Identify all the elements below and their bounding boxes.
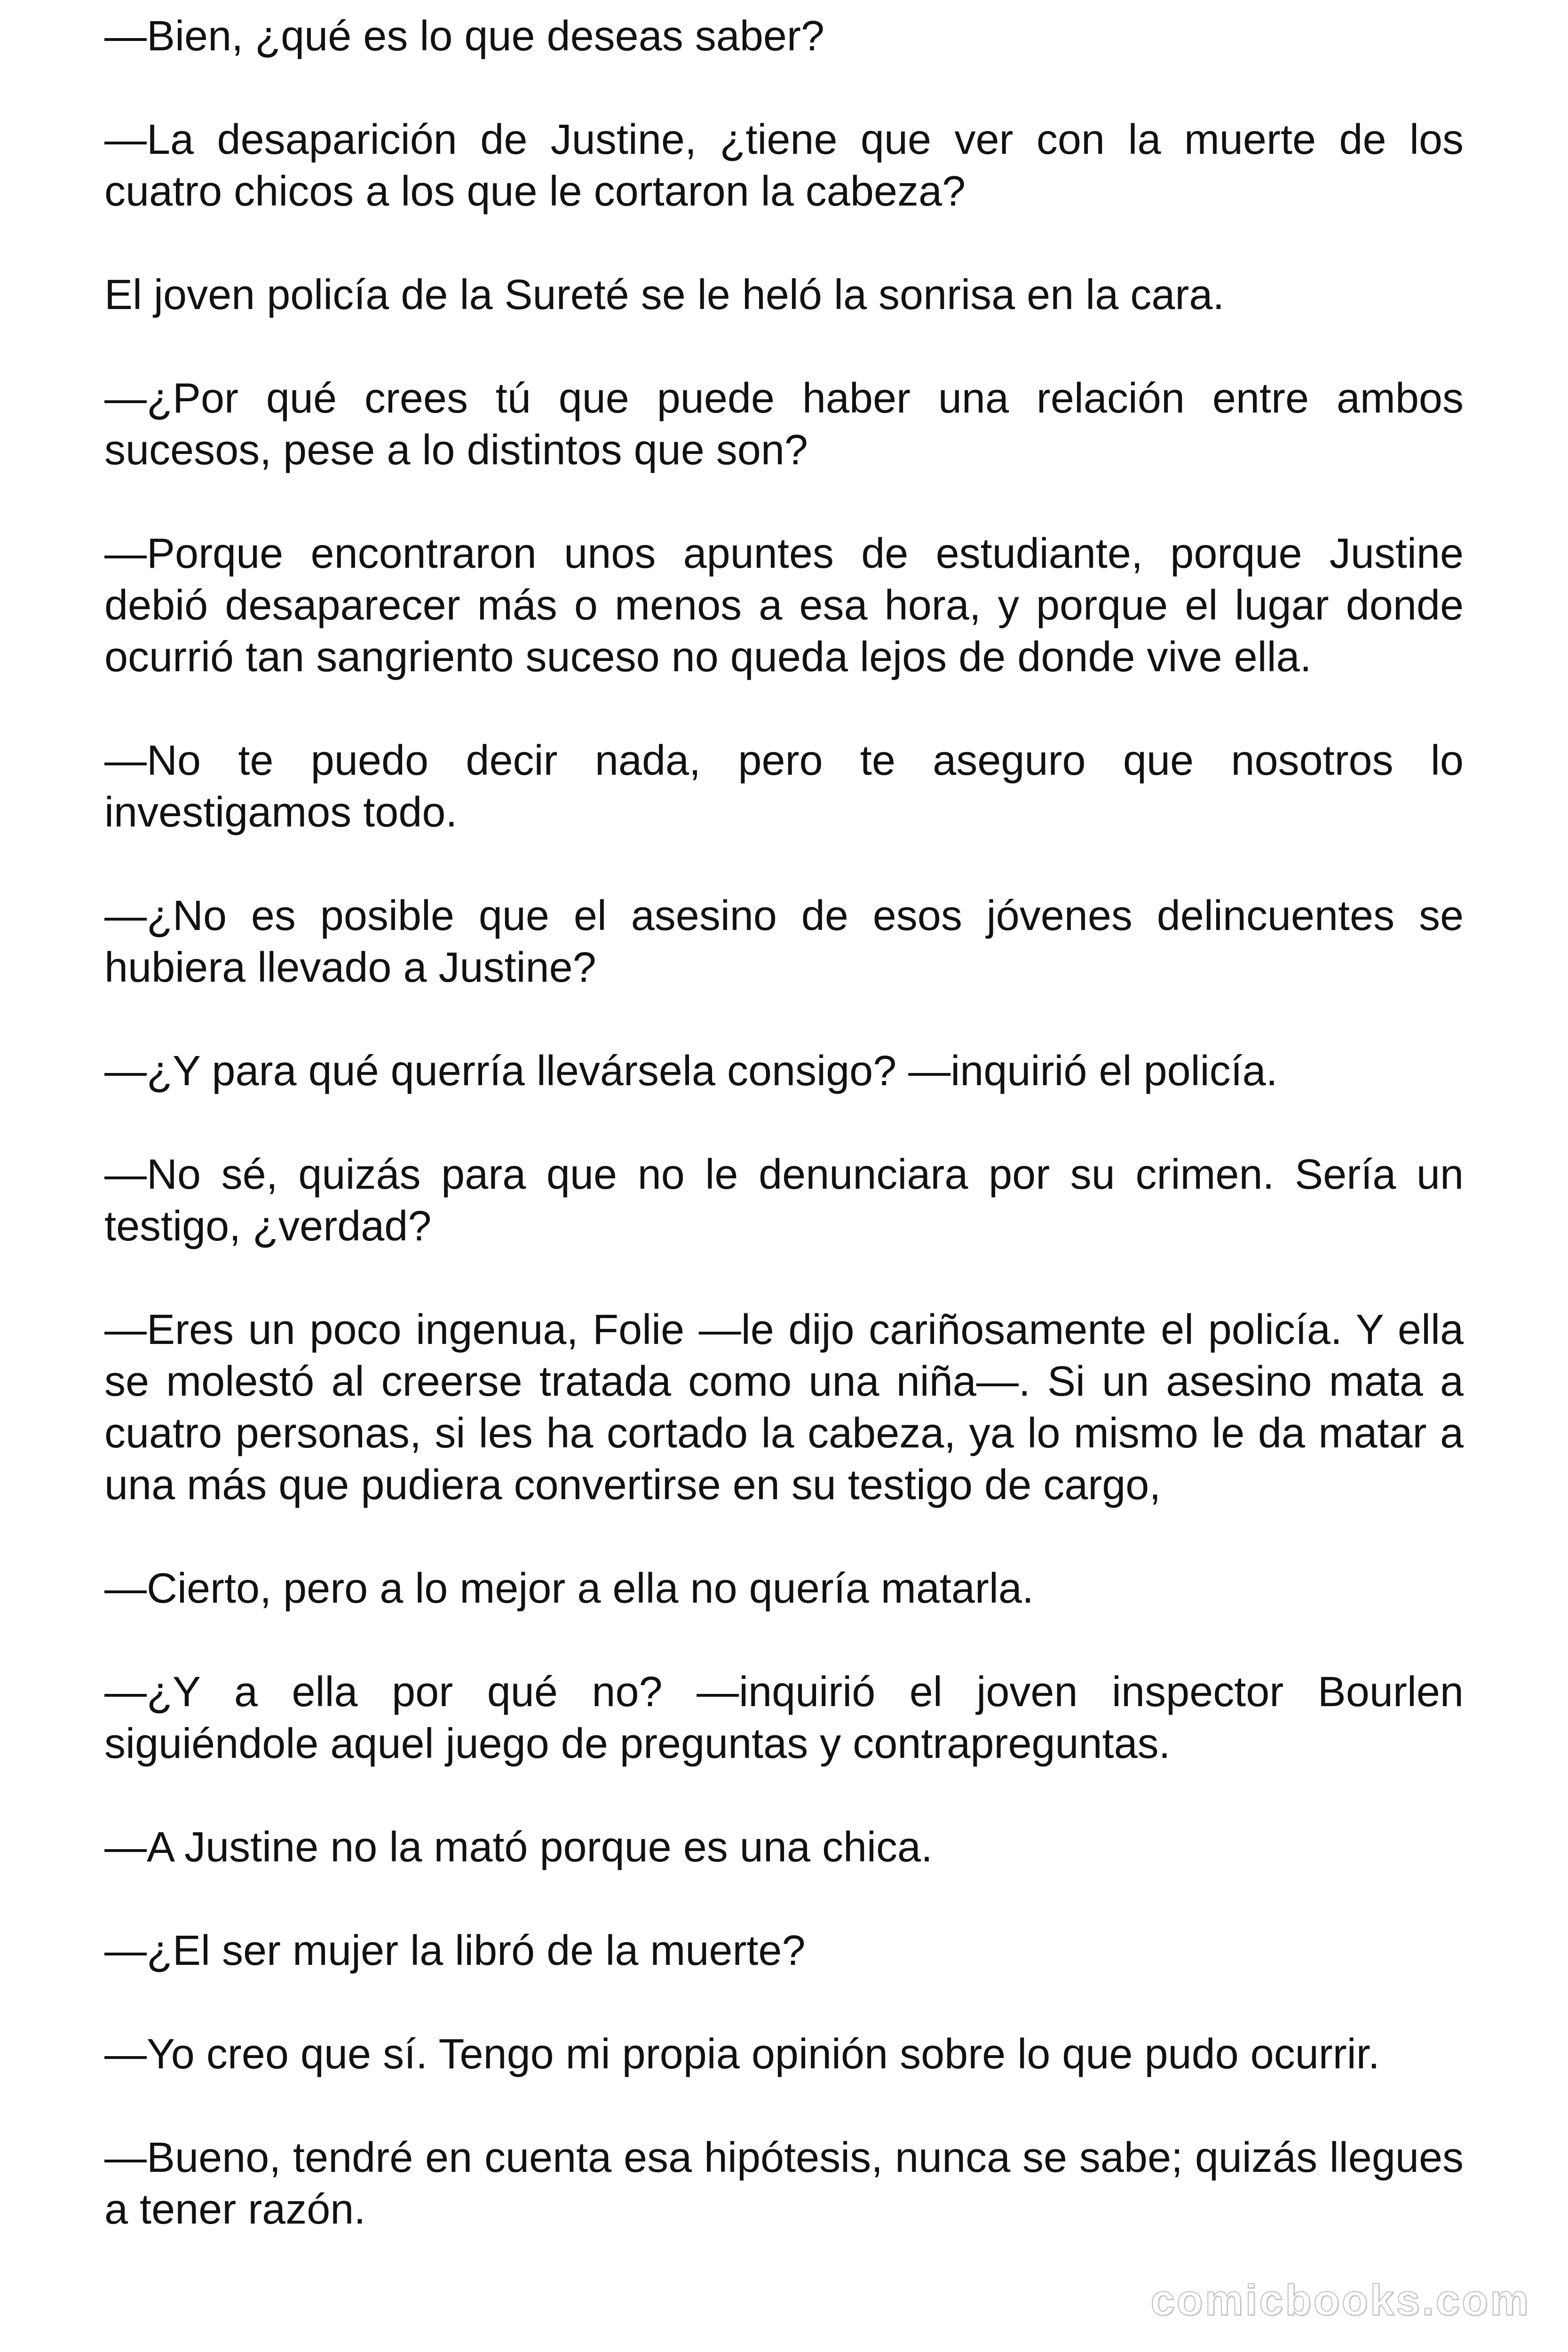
- paragraph: El joven policía de la Sureté se le heló la sonrisa en la cara.: [104, 271, 1225, 318]
- paragraph: —Cierto, pero a lo mejor a ella no quería matarla.: [104, 1565, 1034, 1612]
- paragraph: —No sé, quizás para que no le denunciara por su crimen. Sería un testigo, ¿verdad?: [104, 1151, 1464, 1250]
- paragraph: —¿No es posible que el asesino de esos jóvenes delincuentes se hubiera llevado a Justine?: [104, 892, 1464, 991]
- paragraph: —Yo creo que sí. Tengo mi propia opinión sobre lo que pudo ocurrir.: [104, 2031, 1380, 2078]
- paragraph: —A Justine no la mató porque es una chica.: [104, 1824, 933, 1871]
- paragraph: —¿Y a ella por qué no? —inquirió el joven inspector Bourlen siguiéndole aquel juego de preguntas y contrapreguntas.: [104, 1669, 1464, 1767]
- paragraph: —¿Por qué crees tú que puede haber una relación entre ambos sucesos, pese a lo distintos que son?: [104, 375, 1464, 474]
- watermark-logo: comicbooks.com: [1150, 2276, 1530, 2324]
- paragraph: —No te puedo decir nada, pero te aseguro que nosotros lo investigamos todo.: [104, 737, 1464, 836]
- paragraph: —La desaparición de Justine, ¿tiene que ver con la muerte de los cuatro chicos a los que le cortaron la cabeza?: [104, 116, 1464, 215]
- paragraph: —¿El ser mujer la libró de la muerte?: [104, 1927, 806, 1974]
- text-body: [104, 10, 1464, 2287]
- paragraph: —Eres un poco ingenua, Folie —le dijo cariñosamente el policía. Y ella se molestó al creerse tratada como una niña—. Si un asesino mata a cuatro personas, si les ha cortado la cabeza, ya lo mismo le da matar a una más que pudiera convertirse en su testigo de cargo,: [104, 1306, 1464, 1509]
- paragraph: —Bueno, tendré en cuenta esa hipótesis, nunca se sabe; quizás llegues a tener razón.: [104, 2134, 1464, 2233]
- paragraph: —Porque encontraron unos apuntes de estudiante, porque Justine debió desaparecer más o menos a esa hora, y porque el lugar donde ocurrió tan sangriento suceso no queda lejos de donde vive ella.: [104, 530, 1464, 681]
- paragraph: —¿Y para qué querría llevársela consigo? —inquirió el policía.: [104, 1048, 1278, 1095]
- paragraph: —Bien, ¿qué es lo que deseas saber?: [104, 13, 824, 60]
